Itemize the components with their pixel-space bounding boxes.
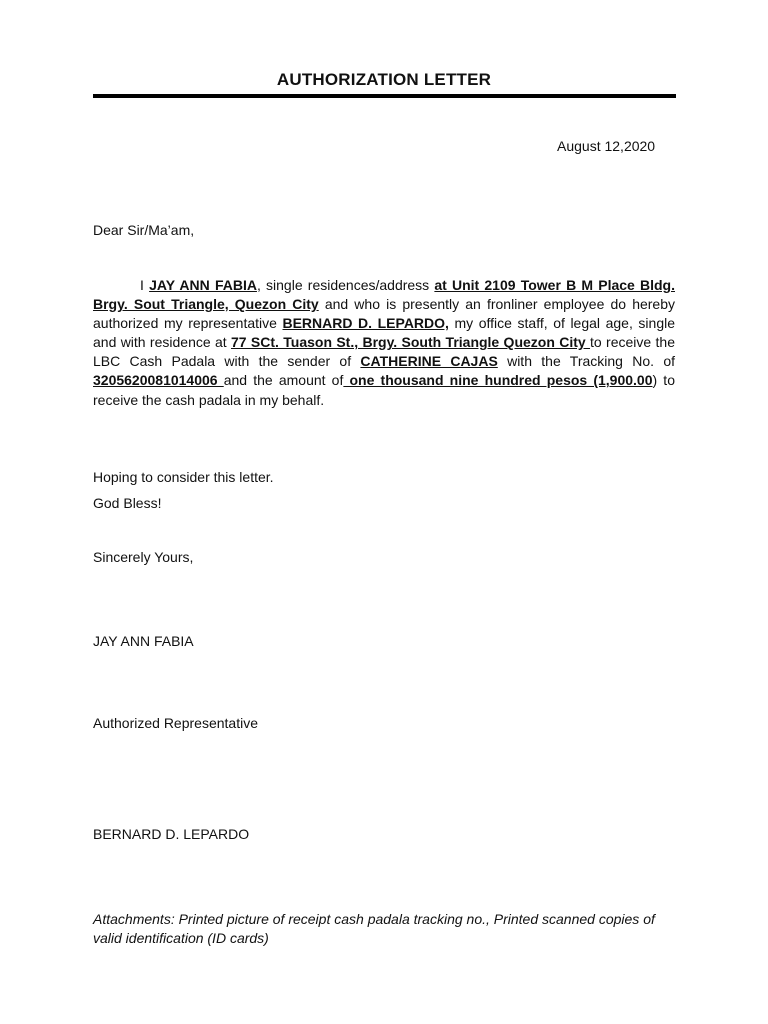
body-text: and the amount of bbox=[223, 372, 344, 389]
sender-name: CATHERINE CAJAS bbox=[360, 353, 498, 370]
body-text: ) to receive the cash padala in my behalf. bbox=[93, 372, 675, 408]
valediction: Sincerely Yours, bbox=[93, 549, 194, 565]
title-rule bbox=[93, 94, 676, 98]
letter-title: AUTHORIZATION LETTER bbox=[276, 70, 492, 89]
body-text: my office staff, of legal age, single and with residence at bbox=[93, 315, 675, 351]
body-text: I bbox=[140, 277, 150, 293]
closing-line: Hoping to consider this letter. bbox=[93, 469, 274, 485]
attachments-note: Attachments: Printed picture of receipt cash padala tracking no., Printed scanned copies of valid identification (ID cards) bbox=[93, 911, 655, 946]
grantor-name: JAY ANN FABIA bbox=[149, 277, 257, 293]
tracking-number: 3205620081014006 bbox=[93, 372, 224, 389]
body-text: , single residences/address bbox=[256, 277, 435, 293]
amount: one thousand nine hundred pesos (1,900.00 bbox=[343, 372, 653, 389]
body-text: and who is presently an fronliner employee do hereby authorized my representative bbox=[93, 296, 675, 332]
signatory-name: JAY ANN FABIA bbox=[93, 633, 194, 649]
body-paragraph bbox=[93, 276, 675, 410]
salutation: Dear Sir/Ma’am, bbox=[93, 222, 195, 238]
representative-name: BERNARD D. LEPARDO, bbox=[282, 315, 449, 332]
representative-address: 77 SCt. Tuason St., Brgy. South Triangle Quezon City bbox=[231, 334, 591, 351]
blessing-line: God Bless! bbox=[93, 495, 162, 511]
letter-date: August 12,2020 bbox=[557, 138, 656, 154]
grantor-address: at Unit 2109 Tower B M Place Bldg. Brgy. Sout Triangle, Quezon City bbox=[93, 277, 675, 313]
body-text: with the Tracking No. of bbox=[497, 353, 675, 370]
representative-heading: Authorized Representative bbox=[93, 715, 258, 731]
body-text: to receive the LBC Cash Padala with the sender of bbox=[93, 334, 675, 370]
representative-signatory-name: BERNARD D. LEPARDO bbox=[93, 826, 250, 842]
